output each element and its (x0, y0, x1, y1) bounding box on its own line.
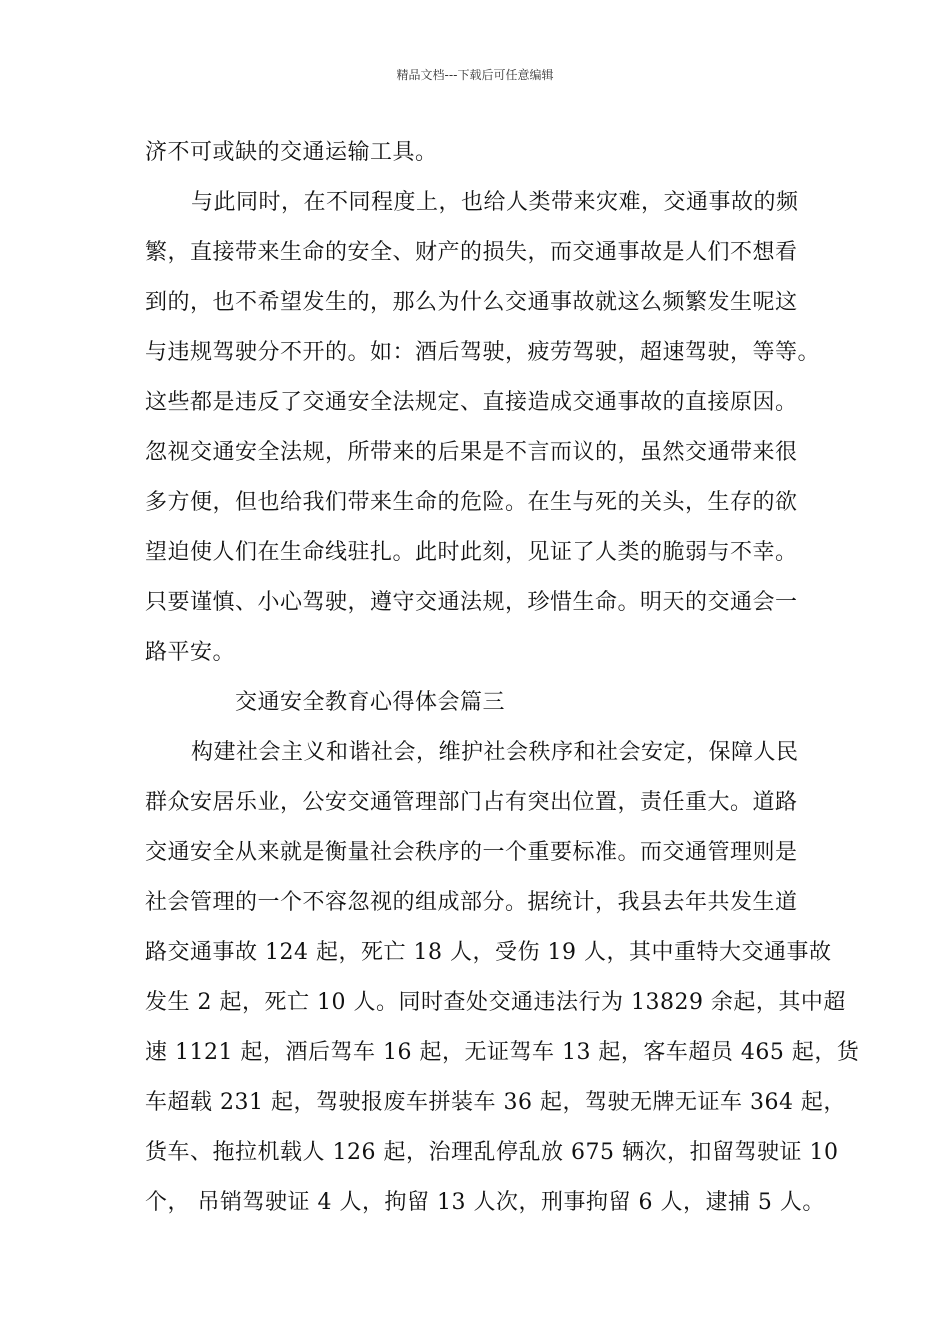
page-header: 精品文档---下载后可任意编辑 (396, 68, 554, 82)
text-line: 交通安全从来就是衡量社会秩序的一个重要标准。而交通管理则是 (145, 840, 798, 865)
document-body (145, 128, 860, 1228)
text-line: 车超载 231 起，驾驶报废车拼装车 36 起，驾驶无牌无证车 364 起， (145, 1090, 846, 1115)
text-line: 路交通事故 124 起，死亡 18 人，受伤 19 人，其中重特大交通事故 (145, 940, 832, 965)
text-line: 只要谨慎、小心驾驶，遵守交通法规，珍惜生命。明天的交通会一 (145, 590, 798, 615)
paragraph-start-line: 与此同时，在不同程度上，也给人类带来灾难，交通事故的频 (191, 190, 799, 215)
text-line: 社会管理的一个不容忽视的组成部分。据统计，我县去年共发生道 (145, 890, 798, 915)
text-line: 到的，也不希望发生的，那么为什么交通事故就这么频繁发生呢这 (145, 290, 798, 315)
text-line: 速 1121 起，酒后驾车 16 起，无证驾车 13 起，客车超员 465 起，货 (145, 1040, 860, 1065)
text-line: 忽视交通安全法规，所带来的后果是不言而议的，虽然交通带来很 (145, 440, 798, 465)
text-line: 个， 吊销驾驶证 4 人，拘留 13 人次，刑事拘留 6 人，逮捕 5 人。 (145, 1190, 825, 1215)
text-line: 路平安。 (145, 640, 236, 665)
section-heading: 交通安全教育心得体会篇三 (235, 690, 506, 715)
text-line: 发生 2 起，死亡 10 人。同时查处交通违法行为 13829 余起，其中超 (145, 990, 846, 1015)
paragraph-start-line: 构建社会主义和谐社会，维护社会秩序和社会安定，保障人民 (191, 740, 799, 765)
text-line: 这些都是违反了交通安全法规定、直接造成交通事故的直接原因。 (145, 390, 798, 415)
text-line: 多方便，但也给我们带来生命的危险。在生与死的关头，生存的欲 (145, 490, 798, 515)
text-line: 群众安居乐业，公安交通管理部门占有突出位置，责任重大。道路 (145, 790, 798, 815)
text-line: 繁，直接带来生命的安全、财产的损失，而交通事故是人们不想看 (145, 240, 798, 265)
text-line: 望迫使人们在生命线驻扎。此时此刻，见证了人类的脆弱与不幸。 (145, 540, 798, 565)
text-line: 济不可或缺的交通运输工具。 (145, 140, 438, 165)
text-line: 货车、拖拉机载人 126 起，治理乱停乱放 675 辆次，扣留驾驶证 10 (145, 1140, 839, 1165)
text-line: 与违规驾驶分不开的。如：酒后驾驶，疲劳驾驶，超速驾驶，等等。 (145, 340, 821, 365)
